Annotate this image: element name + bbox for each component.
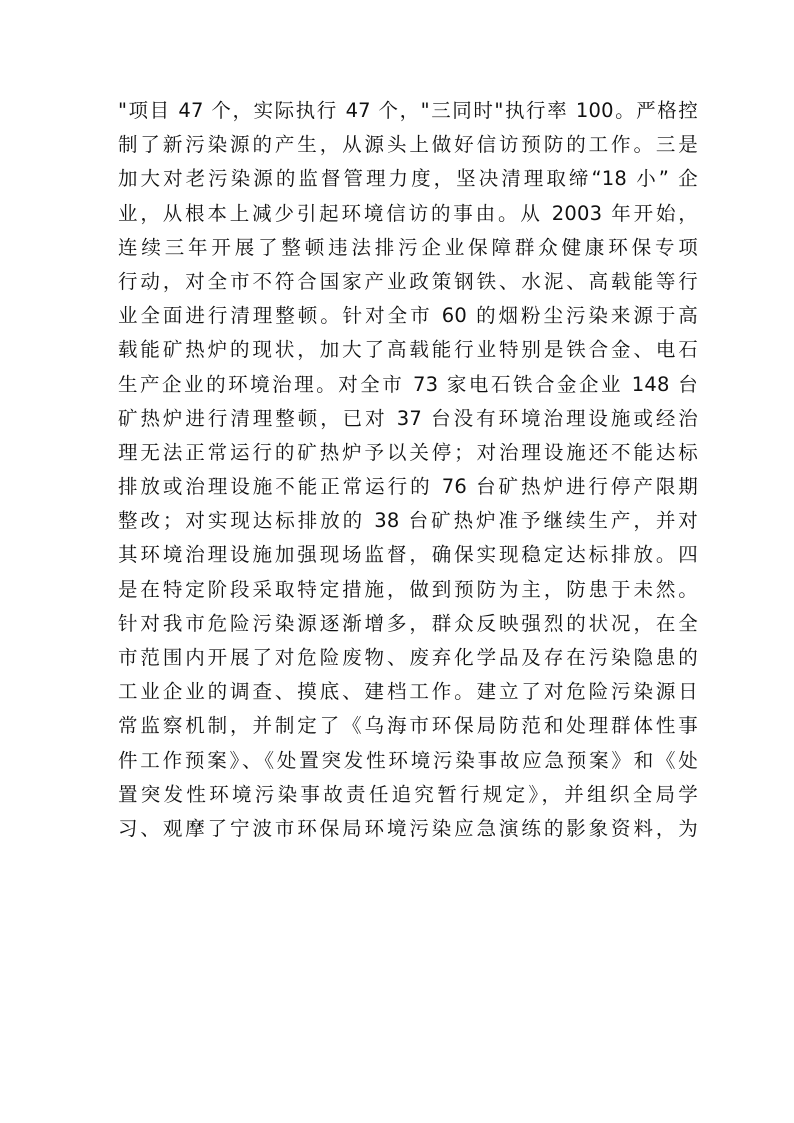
text-line: 工业企业的调查、摸底、建档工作。建立了对危险污染源日 <box>118 680 698 704</box>
text-line: 加大对老污染源的监督管理力度，坚决清理取缔“18 小” 企 <box>118 167 698 191</box>
text-line: 其环境治理设施加强现场监督，确保实现稳定达标排放。四 <box>118 543 698 567</box>
text-line: 连续三年开展了整顿违法排污企业保障群众健康环保专项 <box>118 235 698 259</box>
text-line: 制了新污染源的产生，从源头上做好信访预防的工作。三是 <box>118 133 698 157</box>
text-line: 理无法正常运行的矿热炉予以关停；对治理设施还不能达标 <box>118 440 698 464</box>
body-text <box>118 94 698 846</box>
text-line: 载能矿热炉的现状，加大了高载能行业特别是铁合金、电石 <box>118 338 698 362</box>
text-line: 排放或治理设施不能正常运行的 76 台矿热炉进行停产限期 <box>118 475 698 499</box>
text-line: 行动，对全市不符合国家产业政策钢铁、水泥、高载能等行 <box>118 269 698 293</box>
text-line: 是在特定阶段采取特定措施，做到预防为主，防患于未然。 <box>118 577 698 601</box>
text-line: 矿热炉进行清理整顿，已对 37 台没有环境治理设施或经治 <box>118 406 698 430</box>
text-line: 生产企业的环境治理。对全市 73 家电石铁合金企业 148 台 <box>118 372 698 396</box>
text-line: 置突发性环境污染事故责任追究暂行规定》，并组织全局学 <box>118 782 698 806</box>
text-line: 业，从根本上减少引起环境信访的事由。从 2003 年开始， <box>118 201 698 225</box>
text-line: 件工作预案》、《处置突发性环境污染事故应急预案》和《处 <box>118 748 698 772</box>
text-line: 针对我市危险污染源逐渐增多，群众反映强烈的状况，在全 <box>118 611 698 635</box>
text-line: 市范围内开展了对危险废物、废弃化学品及存在污染隐患的 <box>118 646 698 669</box>
text-line: 整改；对实现达标排放的 38 台矿热炉准予继续生产，并对 <box>118 509 698 533</box>
text-line: 习、观摩了宁波市环保局环境污染应急演练的影象资料，为 <box>118 816 698 840</box>
text-line: 常监察机制，并制定了《乌海市环保局防范和处理群体性事 <box>118 714 698 738</box>
text-line: "项目 47 个，实际执行 47 个，"三同时"执行率 100。严格控 <box>118 99 698 122</box>
text-line: 业全面进行清理整顿。针对全市 60 的烟粉尘污染来源于高 <box>118 304 698 328</box>
